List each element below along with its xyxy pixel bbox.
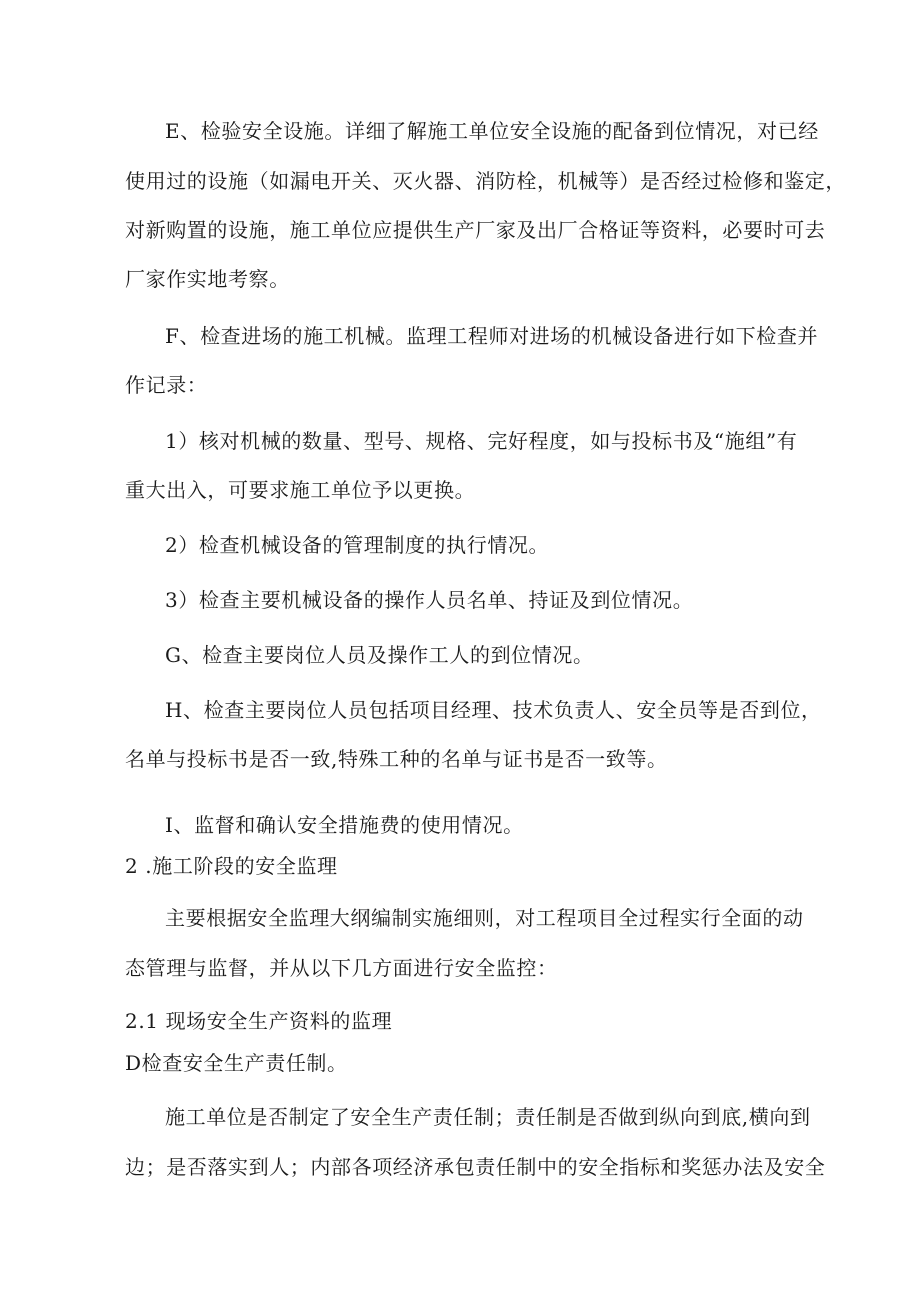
text-line: G、检查主要岗位人员及操作工人的到位情况。 xyxy=(165,643,594,667)
subsection-heading: 2.1 现场安全生产资料的监理 xyxy=(125,1009,393,1033)
text-line: 作记录： xyxy=(125,373,208,397)
section-heading: 2 .施工阶段的安全监理 xyxy=(125,854,338,878)
text-line: 厂家作实地考察。 xyxy=(125,267,290,291)
text-line: 3）检查主要机械设备的操作人员名单、持证及到位情况。 xyxy=(165,588,694,612)
text-line: 施工单位是否制定了安全生产责任制；责任制是否做到纵向到底,横向到 xyxy=(165,1105,811,1129)
text-line: 态管理与监督，并从以下几方面进行安全监控： xyxy=(125,956,558,980)
text-line: H、检查主要岗位人员包括项目经理、技术负责人、安全员等是否到位， xyxy=(165,698,822,722)
text-line: I、监督和确认安全措施费的使用情况。 xyxy=(165,813,524,837)
text-line: 对新购置的设施，施工单位应提供生产厂家及出厂合格证等资料，必要时可去 xyxy=(125,218,826,242)
text-line: 主要根据安全监理大纲编制实施细则，对工程项目全过程实行全面的动 xyxy=(165,906,804,930)
text-line: 重大出入，可要求施工单位予以更换。 xyxy=(125,478,476,502)
text-line: 2）检查机械设备的管理制度的执行情况。 xyxy=(165,533,550,557)
text-line: 使用过的设施（如漏电开关、灭火器、消防栓，机械等）是否经过检修和鉴定， xyxy=(125,169,846,193)
text-line: 边；是否落实到人；内部各项经济承包责任制中的安全指标和奖惩办法及安全 xyxy=(125,1155,826,1179)
text-line: 1）核对机械的数量、型号、规格、完好程度，如与投标书及“施组”有 xyxy=(165,429,798,453)
text-line: E、检验安全设施。详细了解施工单位安全设施的配备到位情况，对已经 xyxy=(165,119,819,143)
text-line: 名单与投标书是否一致,特殊工种的名单与证书是否一致等。 xyxy=(125,747,668,771)
text-line: F、检查进场的施工机械。监理工程师对进场的机械设备进行如下检查并 xyxy=(165,324,819,348)
text-line: D检查安全生产责任制。 xyxy=(125,1051,348,1075)
